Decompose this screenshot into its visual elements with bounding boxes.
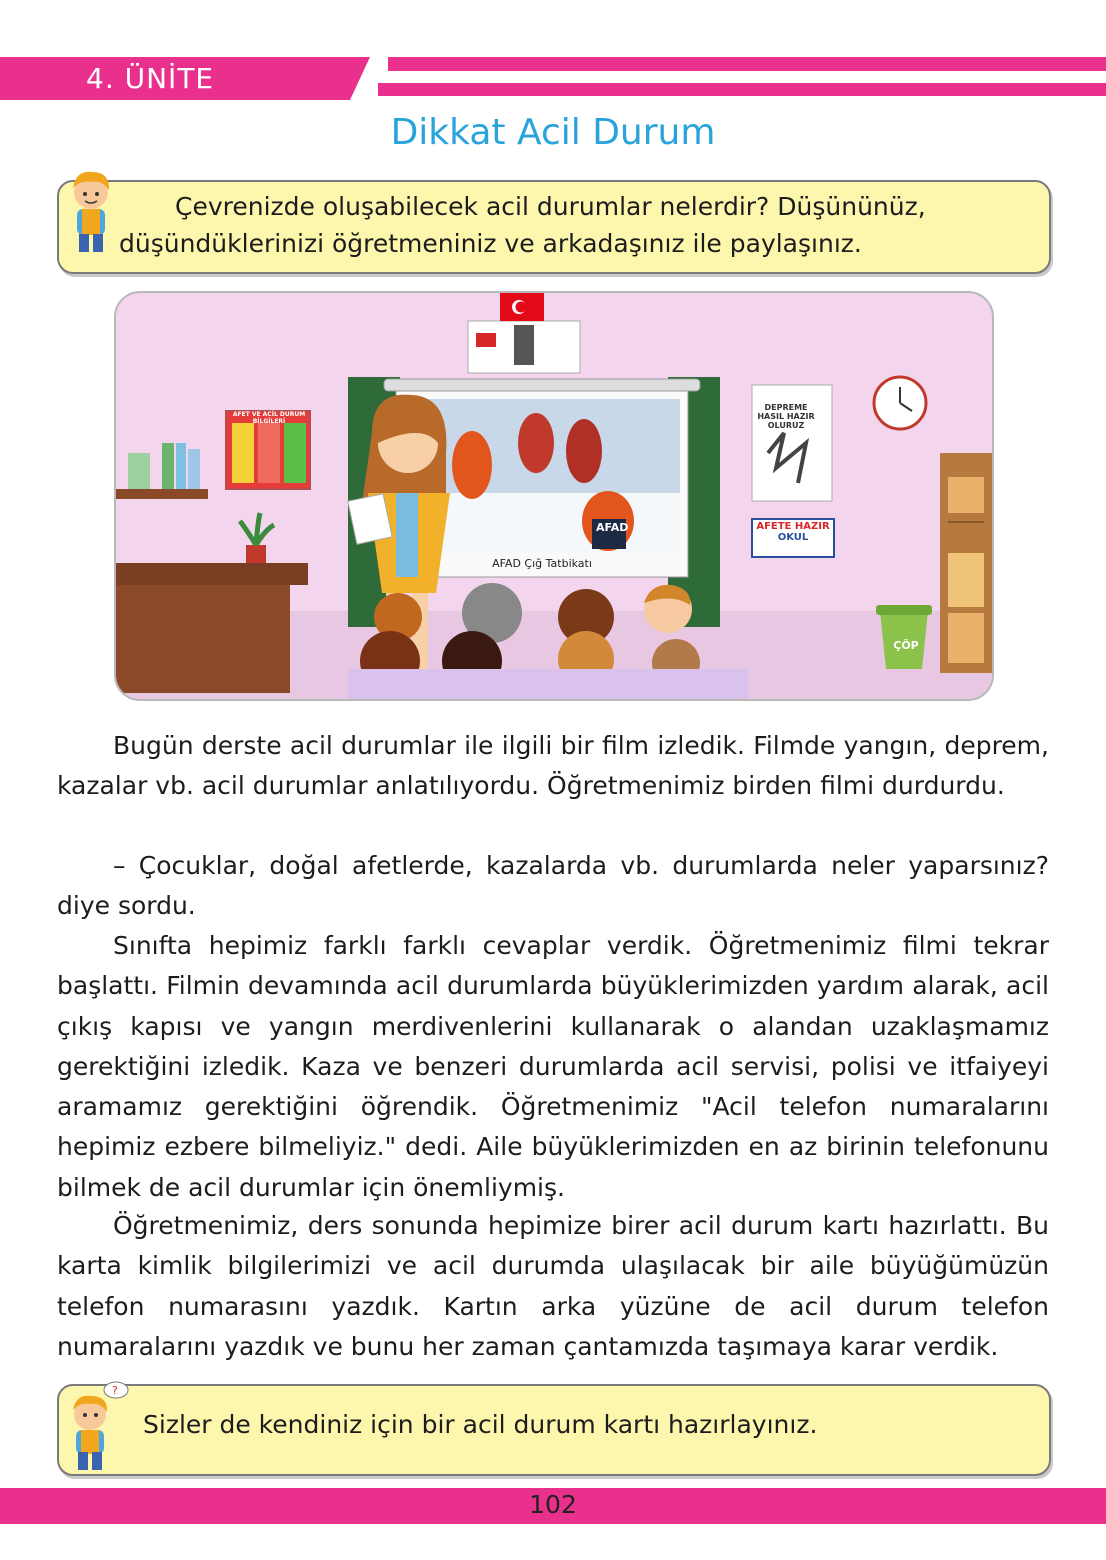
- screen-caption: AFAD Çığ Tatbikatı: [492, 557, 592, 570]
- thinking-boy-icon: [64, 1380, 134, 1472]
- header-stripes: [378, 57, 1106, 100]
- svg-text:?: ?: [112, 1384, 118, 1397]
- paragraph-2: – Çocuklar, doğal afetlerde, kazalarda vb. durumlarda neler yaparsınız? diye sordu.: [57, 851, 1049, 921]
- poster-line2: HASIL HAZIR: [757, 412, 815, 421]
- earthquake-poster: [756, 403, 816, 430]
- afete-hazir-sign: [752, 521, 834, 543]
- activity-prompt-box: [57, 1384, 1051, 1476]
- poster-line1: DEPREME: [764, 403, 808, 412]
- paragraph-4: Öğretmenimiz, ders sonunda hepimize birer acil durum kartı hazırlattı. Bu karta kimlik bilgilerimizi ve acil durumda ulaşılacak bir aile büyüğümüzün telefon numarasını yazdık. Kartın arka yüzüne de acil durum telefon numaralarını yazdık ve bunu her zaman çantamızda taşımaya karar verdik.: [57, 1211, 1049, 1361]
- poster-line3: OLURUZ: [767, 421, 805, 430]
- unit-label: 4. ÜNİTE: [86, 62, 215, 95]
- page-title: Dikkat Acil Durum: [390, 112, 716, 153]
- bin-label: ÇÖP: [893, 639, 919, 652]
- classroom-illustration: [114, 291, 994, 701]
- vest-label: AFAD: [596, 521, 629, 534]
- discussion-prompt-box: [57, 180, 1051, 274]
- discussion-prompt-text: Çevrenizde oluşabilecek acil durumlar nelerdir? Düşününüz, düşündüklerinizi öğretmeniniz ve arkadaşınız ile paylaşınız.: [119, 192, 926, 258]
- sign-line2: OKUL: [777, 532, 809, 543]
- paragraph-3: Sınıfta hepimiz farklı farklı cevaplar verdik. Öğretmenimiz filmi tekrar başlattı. Filmin devamında acil durumlarda büyüklerimizden yardım alarak, acil çıkış kapısı ve yangın merdivenlerini kullanarak o alandan uzaklaşmamız gerektiğini izledik. Kaza ve benzeri durumlarda acil servisi, polisi ve itfaiyeyi aramamız gerektiğini öğrendik. Öğretmenimiz "Acil telefon numaralarını hepimiz ezbere bilmeliyiz." dedi. Aile büyüklerimizden en az birinin telefonunu bilmek de acil durumlar için önemliymiş.: [57, 931, 1049, 1202]
- boy-mascot-icon: [62, 168, 120, 258]
- activity-prompt-text: Sizler de kendiniz için bir acil durum kartı hazırlayınız.: [143, 1410, 818, 1439]
- paragraph-1: Bugün derste acil durumlar ile ilgili bir film izledik. Filmde yangın, deprem, kazalar vb. acil durumlar anlatılıyordu. Öğretmenimiz birden filmi durdurdu.: [57, 731, 1049, 801]
- left-poster-title: AFET VE ACİL DURUM BİLGİLERİ: [232, 411, 306, 425]
- sign-line1: AFETE HAZIR: [756, 521, 830, 532]
- page-number: 102: [529, 1490, 577, 1519]
